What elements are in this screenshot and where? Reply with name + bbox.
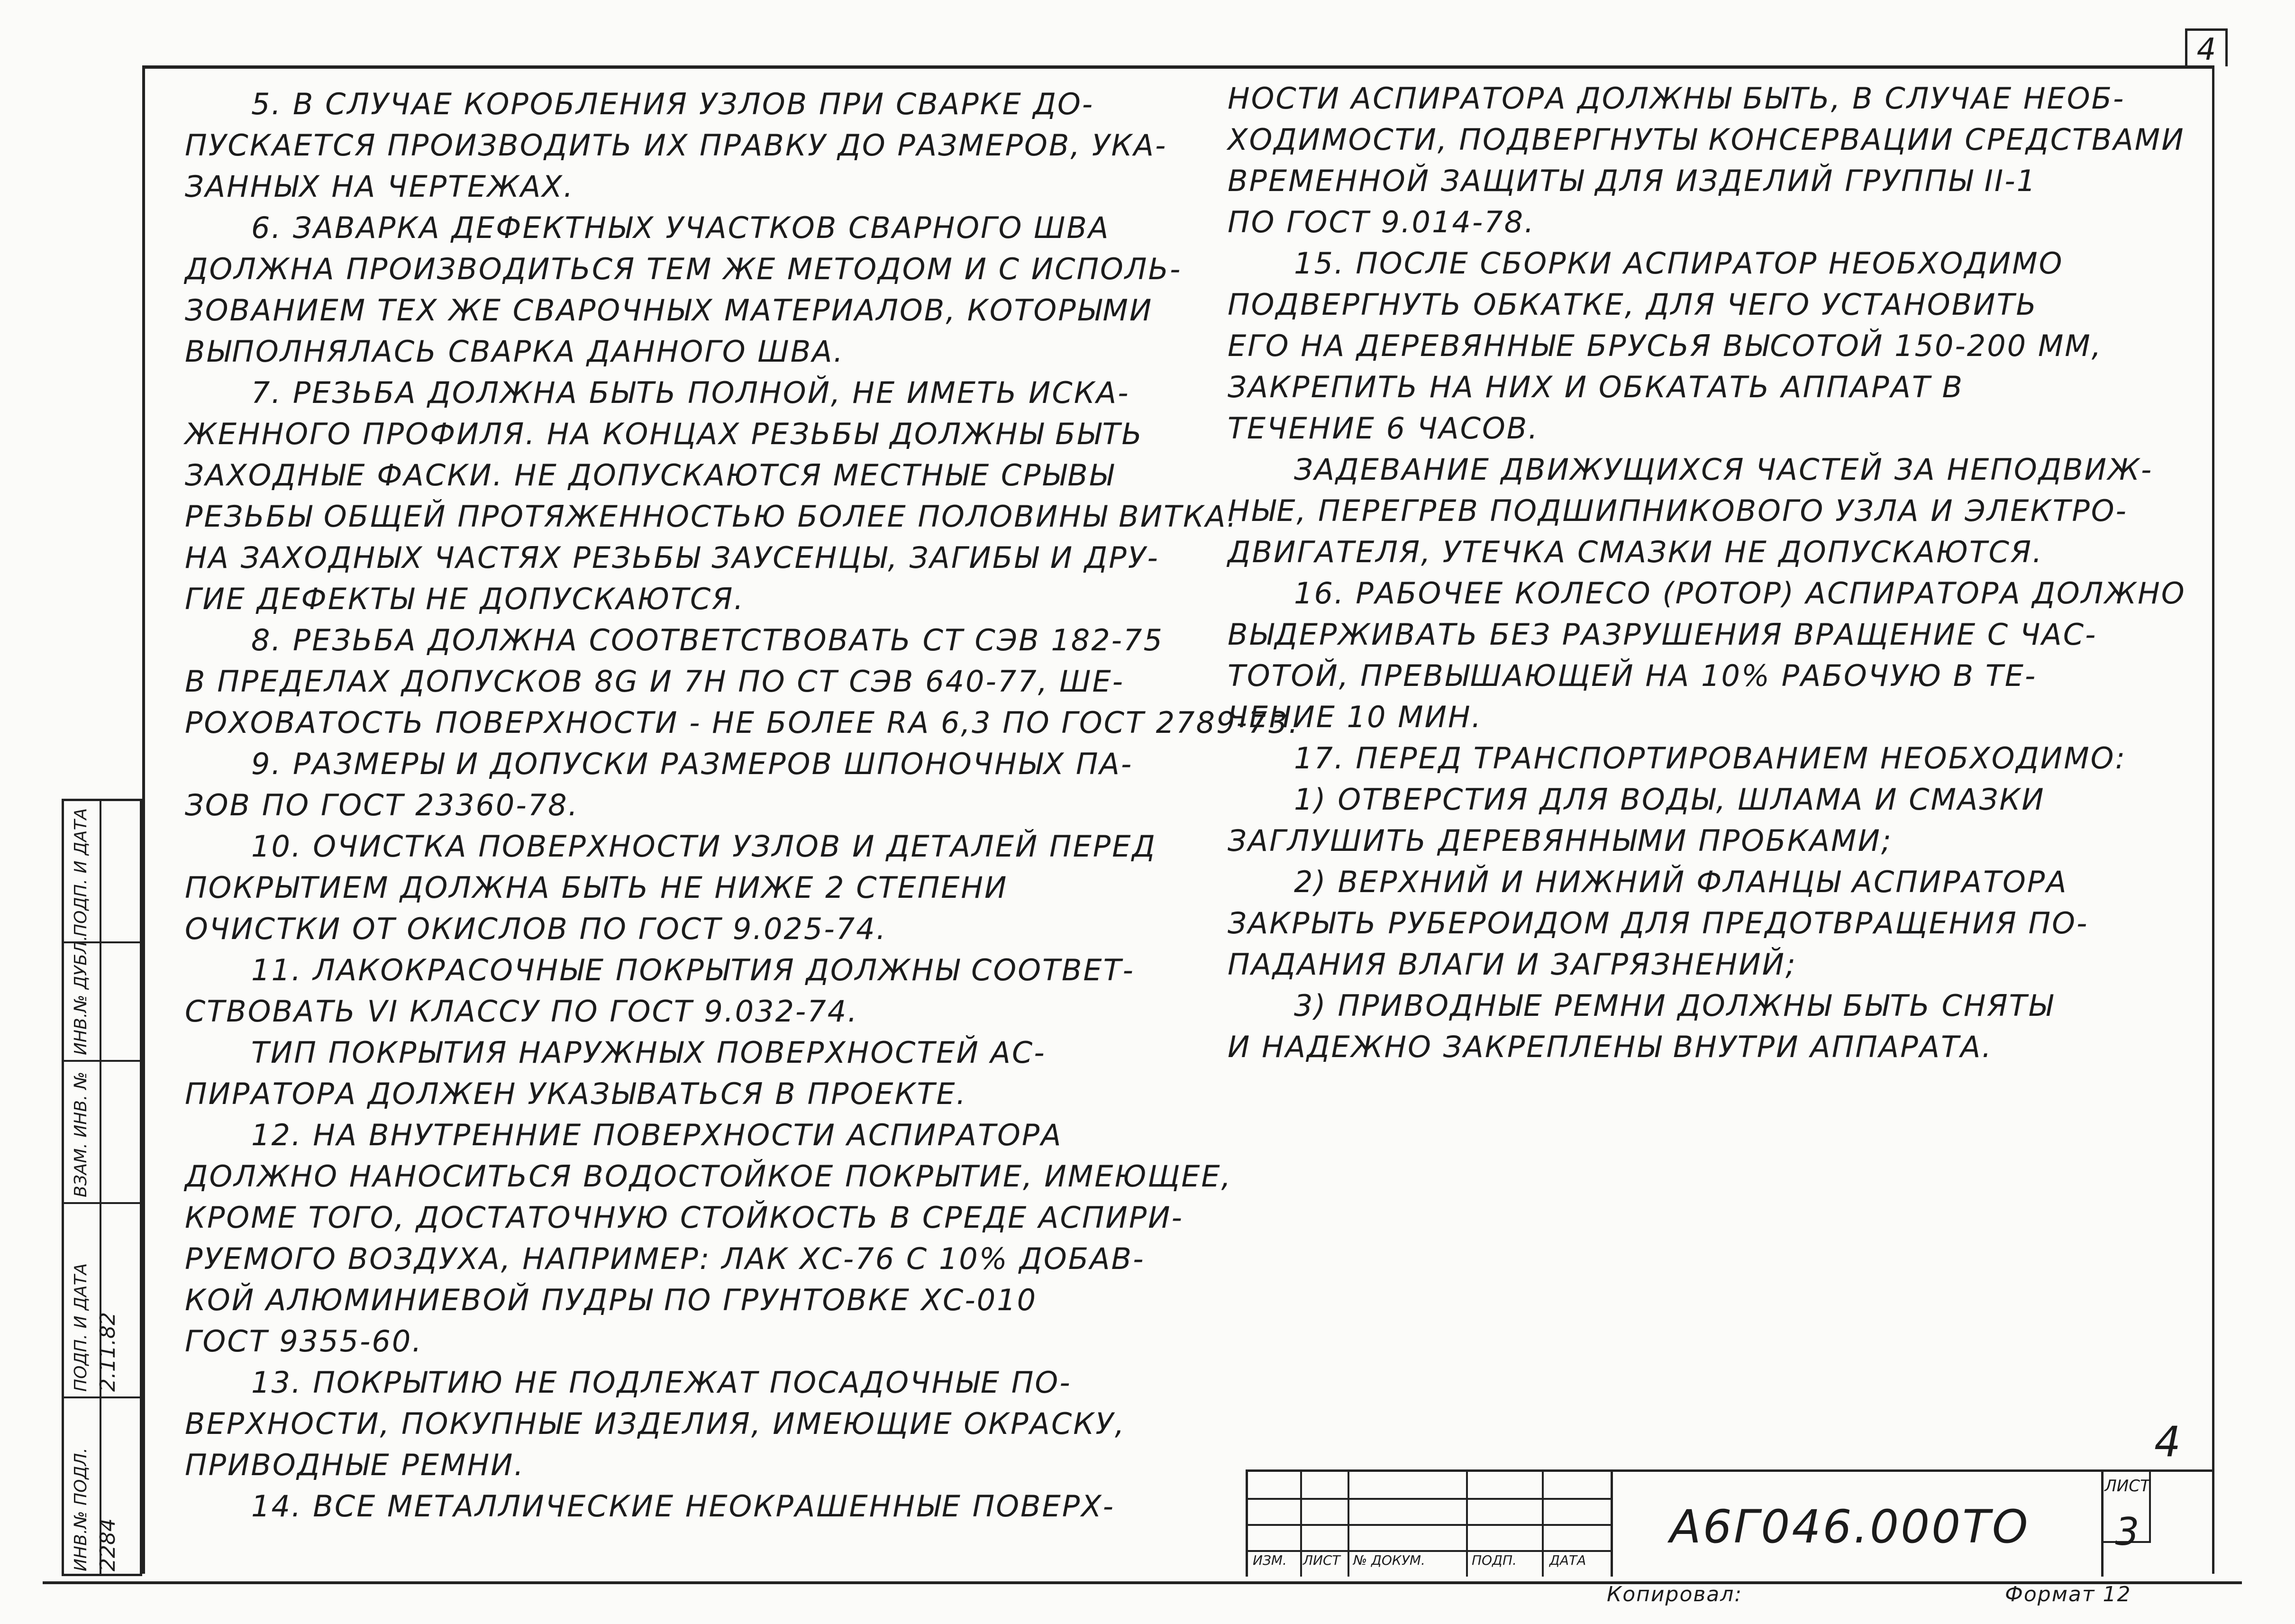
text-line: РОХОВАТОСТЬ ПОВЕРХНОСТИ - НЕ БОЛЕЕ RA 6,3 ПО ГОСТ 2789-73. <box>185 705 1300 740</box>
text-line: ЗОВ ПО ГОСТ 23360-78. <box>185 788 579 822</box>
title-block <box>1246 1469 2214 1577</box>
sheet-cell <box>2104 1472 2214 1577</box>
text-line: НОСТИ АСПИРАТОРА ДОЛЖНЫ БЫТЬ, В СЛУЧАЕ НЕОБ- <box>1228 81 2125 116</box>
text-line: РЕЗЬБЫ ОБЩЕЙ ПРОТЯЖЕННОСТЬЮ БОЛЕЕ ПОЛОВИНЫ ВИТКА. <box>185 499 1238 534</box>
text-line: 6. ЗАВАРКА ДЕФЕКТНЫХ УЧАСТКОВ СВАРНОГО ШВА <box>251 210 1110 245</box>
footer-format: Формат 12 <box>2005 1582 2131 1606</box>
text-line: 17. ПЕРЕД ТРАНСПОРТИРОВАНИЕМ НЕОБХОДИМО: <box>1294 741 2127 776</box>
header-sheet: ЛИСТ <box>1303 1552 1340 1568</box>
text-line: ТИП ПОКРЫТИЯ НАРУЖНЫХ ПОВЕРХНОСТЕЙ АС- <box>251 1035 1046 1070</box>
stamp-sign-date-2 <box>64 801 140 943</box>
text-line: ЗАДЕВАНИЕ ДВИЖУЩИХСЯ ЧАСТЕЙ ЗА НЕПОДВИЖ- <box>1294 452 2153 487</box>
grid-row-line <box>1248 1550 1611 1552</box>
text-line: ЗОВАНИЕМ ТЕХ ЖЕ СВАРОЧНЫХ МАТЕРИАЛОВ, КОТОРЫМИ <box>185 293 1153 328</box>
text-line: ПРИВОДНЫЕ РЕМНИ. <box>185 1448 525 1482</box>
text-line: ЗАКРЕПИТЬ НА НИХ И ОБКАТАТЬ АППАРАТ В <box>1228 370 1964 404</box>
text-line: ЧЕНИЕ 10 МИН. <box>1228 700 1483 734</box>
stamp-dup-inv <box>64 935 140 1062</box>
text-line: ПАДАНИЯ ВЛАГИ И ЗАГРЯЗНЕНИЙ; <box>1228 947 1797 982</box>
text-line: 8. РЕЗЬБА ДОЛЖНА СООТВЕТСТВОВАТЬ СТ СЭВ 182-75 <box>251 623 1164 657</box>
grid-col-line <box>1348 1472 1349 1577</box>
text-line: ОЧИСТКИ ОТ ОКИСЛОВ ПО ГОСТ 9.025-74. <box>185 912 887 946</box>
text-line: ХОДИМОСТИ, ПОДВЕРГНУТЫ КОНСЕРВАЦИИ СРЕДСТВАМИ <box>1228 122 2185 157</box>
stamp-date: 2.11.82 <box>96 1312 120 1392</box>
stamp-label-sign-date-2: ПОДП. И ДАТА <box>71 808 91 937</box>
stamp-replace-inv <box>64 1062 140 1204</box>
left-text-column <box>185 83 1300 1527</box>
text-line: КРОМЕ ТОГО, ДОСТАТОЧНУЮ СТОЙКОСТЬ В СРЕДЕ АСПИРИ- <box>185 1200 1184 1235</box>
grid-col-line <box>1542 1472 1544 1577</box>
text-line: ГОСТ 9355-60. <box>185 1324 423 1359</box>
text-line: НА ЗАХОДНЫХ ЧАСТЯХ РЕЗЬБЫ ЗАУСЕНЦЫ, ЗАГИБЫ И ДРУ- <box>185 540 1159 575</box>
stamp-inv-original <box>64 1398 140 1576</box>
text-line: КОЙ АЛЮМИНИЕВОЙ ПУДРЫ ПО ГРУНТОВКЕ ХС-010 <box>185 1283 1038 1317</box>
text-line: ЗАГЛУШИТЬ ДЕРЕВЯННЫМИ ПРОБКАМИ; <box>1228 823 1893 858</box>
text-line: ДОЛЖНО НАНОСИТЬСЯ ВОДОСТОЙКОЕ ПОКРЫТИЕ, ИМЕЮЩЕЕ, <box>185 1159 1232 1194</box>
text-line: ЗАХОДНЫЕ ФАСКИ. НЕ ДОПУСКАЮТСЯ МЕСТНЫЕ СРЫВЫ <box>185 458 1115 493</box>
text-line: 16. РАБОЧЕЕ КОЛЕСО (РОТОР) АСПИРАТОРА ДОЛЖНО <box>1294 576 2186 611</box>
text-line: 12. НА ВНУТРЕННИЕ ПОВЕРХНОСТИ АСПИРАТОРА <box>251 1118 1063 1152</box>
text-line: В ПРЕДЕЛАХ ДОПУСКОВ 8G И 7Н ПО СТ СЭВ 640-77, ШЕ- <box>185 664 1124 699</box>
text-line: 15. ПОСЛЕ СБОРКИ АСПИРАТОР НЕОБХОДИМО <box>1294 246 2064 281</box>
text-line: 2) ВЕРХНИЙ И НИЖНИЙ ФЛАНЦЫ АСПИРАТОРА <box>1294 865 2068 899</box>
text-line: ВЫДЕРЖИВАТЬ БЕЗ РАЗРУШЕНИЯ ВРАЩЕНИЕ С ЧАС- <box>1228 617 2097 652</box>
text-line: ПОКРЫТИЕМ ДОЛЖНА БЫТЬ НЕ НИЖЕ 2 СТЕПЕНИ <box>185 870 1008 905</box>
grid-col-line <box>1300 1472 1302 1577</box>
text-line: ПО ГОСТ 9.014-78. <box>1228 205 1535 239</box>
sheet-value: 3 <box>2115 1510 2140 1554</box>
text-line: ЗАННЫХ НА ЧЕРТЕЖАХ. <box>185 169 574 204</box>
text-line: СТВОВАТЬ VI КЛАССУ ПО ГОСТ 9.032-74. <box>185 994 858 1029</box>
sheet-label: ЛИСТ <box>2104 1477 2150 1496</box>
stamp-label-replace-inv: ВЗАМ. ИНВ. № <box>71 1071 91 1197</box>
stamp-sign-date <box>64 1204 140 1398</box>
header-date: ДАТА <box>1549 1552 1586 1568</box>
text-line: 14. ВСЕ МЕТАЛЛИЧЕСКИЕ НЕОКРАШЕННЫЕ ПОВЕРХ- <box>251 1489 1115 1524</box>
sheet-number-side: 4 <box>2154 1417 2181 1466</box>
stamp-inv-number: 2284 <box>96 1518 120 1571</box>
text-line: 7. РЕЗЬБА ДОЛЖНА БЫТЬ ПОЛНОЙ, НЕ ИМЕТЬ ИСКА- <box>251 375 1130 410</box>
text-line: 5. В СЛУЧАЕ КОРОБЛЕНИЯ УЗЛОВ ПРИ СВАРКЕ ДО- <box>251 87 1094 121</box>
stamp-label-sign-date: ПОДП. И ДАТА <box>71 1263 91 1392</box>
grid-col-line <box>1466 1472 1468 1577</box>
text-line: ЗАКРЫТЬ РУБЕРОИДОМ ДЛЯ ПРЕДОТВРАЩЕНИЯ ПО- <box>1228 906 2089 940</box>
text-line: И НАДЕЖНО ЗАКРЕПЛЕНЫ ВНУТРИ АППАРАТА. <box>1228 1030 1993 1064</box>
text-line: НЫЕ, ПЕРЕГРЕВ ПОДШИПНИКОВОГО УЗЛА И ЭЛЕКТРО- <box>1228 493 2128 528</box>
text-line: 9. РАЗМЕРЫ И ДОПУСКИ РАЗМЕРОВ ШПОНОЧНЫХ ПА- <box>251 747 1133 781</box>
header-change: ИЗМ. <box>1253 1552 1287 1568</box>
text-line: ЕГО НА ДЕРЕВЯННЫЕ БРУСЬЯ ВЫСОТОЙ 150-200 ММ, <box>1228 328 2103 363</box>
text-line: 3) ПРИВОДНЫЕ РЕМНИ ДОЛЖНЫ БЫТЬ СНЯТЫ <box>1294 988 2054 1023</box>
text-line: ПОДВЕРГНУТЬ ОБКАТКЕ, ДЛЯ ЧЕГО УСТАНОВИТЬ <box>1228 287 2038 322</box>
document-code-cell <box>1611 1472 2104 1577</box>
text-line: 11. ЛАКОКРАСОЧНЫЕ ПОКРЫТИЯ ДОЛЖНЫ СООТВЕТ- <box>251 953 1135 987</box>
text-line: ВРЕМЕННОЙ ЗАЩИТЫ ДЛЯ ИЗДЕЛИЙ ГРУППЫ II-1 <box>1228 164 2037 198</box>
text-line: ПУСКАЕТСЯ ПРОИЗВОДИТЬ ИХ ПРАВКУ ДО РАЗМЕРОВ, УКА- <box>185 128 1167 163</box>
text-line: 10. ОЧИСТКА ПОВЕРХНОСТИ УЗЛОВ И ДЕТАЛЕЙ ПЕРЕД <box>251 829 1157 864</box>
text-line: ДВИГАТЕЛЯ, УТЕЧКА СМАЗКИ НЕ ДОПУСКАЮТСЯ. <box>1228 535 2043 569</box>
revision-grid <box>1246 1472 1611 1577</box>
side-stamp <box>62 799 142 1576</box>
text-line: 1) ОТВЕРСТИЯ ДЛЯ ВОДЫ, ШЛАМА И СМАЗКИ <box>1294 782 2045 817</box>
text-line: ЖЕННОГО ПРОФИЛЯ. НА КОНЦАХ РЕЗЬБЫ ДОЛЖНЫ БЫТЬ <box>185 417 1143 451</box>
text-line: 13. ПОКРЫТИЮ НЕ ПОДЛЕЖАТ ПОСАДОЧНЫЕ ПО- <box>251 1365 1072 1400</box>
footer-copied: Копировал: <box>1607 1582 1743 1606</box>
sheet-number-top: 4 <box>2185 28 2228 66</box>
document-code: А6Г046.000ТО <box>1670 1500 2030 1553</box>
text-line: ТОТОЙ, ПРЕВЫШАЮЩЕЙ НА 10% РАБОЧУЮ В ТЕ- <box>1228 658 2037 693</box>
right-text-column <box>1228 78 2195 1067</box>
text-line: ПИРАТОРА ДОЛЖЕН УКАЗЫВАТЬСЯ В ПРОЕКТЕ. <box>185 1077 967 1111</box>
bottom-rule <box>43 1581 2242 1584</box>
text-line: ТЕЧЕНИЕ 6 ЧАСОВ. <box>1228 411 1539 446</box>
text-line: РУЕМОГО ВОЗДУХА, НАПРИМЕР: ЛАК ХС-76 С 10% ДОБАВ- <box>185 1241 1145 1276</box>
stamp-label-dup-inv: ИНВ.№ ДУБЛ. <box>71 935 91 1055</box>
text-line: ВЕРХНОСТИ, ПОКУПНЫЕ ИЗДЕЛИЯ, ИМЕЮЩИЕ ОКРАСКУ, <box>185 1406 1126 1441</box>
text-line: ГИЕ ДЕФЕКТЫ НЕ ДОПУСКАЮТСЯ. <box>185 582 745 616</box>
text-line: ВЫПОЛНЯЛАСЬ СВАРКА ДАННОГО ШВА. <box>185 334 845 369</box>
grid-row-line <box>1248 1498 1611 1500</box>
header-doc-no: № ДОКУМ. <box>1353 1552 1425 1568</box>
header-signature: ПОДП. <box>1472 1552 1517 1568</box>
grid-row-line <box>1248 1524 1611 1526</box>
stamp-label-inv-original: ИНВ.№ ПОДЛ. <box>71 1447 91 1571</box>
text-line: ДОЛЖНА ПРОИЗВОДИТЬСЯ ТЕМ ЖЕ МЕТОДОМ И С ИСПОЛЬ- <box>185 252 1182 286</box>
